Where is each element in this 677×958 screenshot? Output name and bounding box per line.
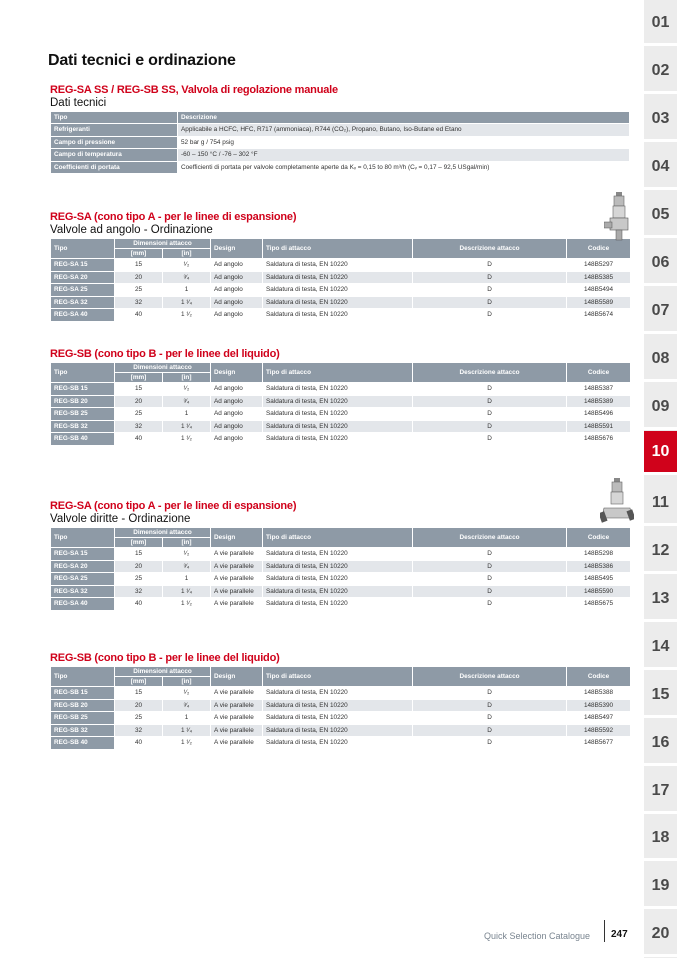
- cell-in: ³⁄₄: [163, 560, 211, 573]
- cell-descrizione: D: [413, 585, 567, 598]
- spec-section: [50, 83, 630, 174]
- cell-descrizione: D: [413, 737, 567, 750]
- cell-in: 1 ¹⁄₂: [163, 433, 211, 446]
- cell-codice: 148B5388: [567, 687, 631, 700]
- header-design: Design: [211, 239, 263, 259]
- cell-in: ¹⁄₂: [163, 548, 211, 561]
- table-row: [51, 433, 631, 446]
- table-row: [51, 687, 631, 700]
- tab-18[interactable]: 18: [644, 817, 677, 861]
- cell-codice: 148B5298: [567, 548, 631, 561]
- cell-design: Ad angolo: [211, 271, 263, 284]
- cell-tipo-attacco: Saldatura di testa, EN 10220: [263, 383, 413, 396]
- cell-descrizione: D: [413, 383, 567, 396]
- tab-19[interactable]: 19: [644, 865, 677, 909]
- order-table: [50, 527, 631, 611]
- header-design: Design: [211, 363, 263, 383]
- cell-mm: 15: [115, 383, 163, 396]
- cell-design: A vie parallele: [211, 687, 263, 700]
- cell-descrizione: D: [413, 271, 567, 284]
- page-number: 247: [611, 929, 628, 940]
- header-codice: Codice: [567, 667, 631, 687]
- tab-05[interactable]: 05: [644, 194, 677, 238]
- cell-in: ³⁄₄: [163, 699, 211, 712]
- header-mm: [mm]: [115, 538, 163, 548]
- cell-codice: 148B5297: [567, 259, 631, 272]
- cell-in: 1 ¹⁄₂: [163, 737, 211, 750]
- cell-design: Ad angolo: [211, 433, 263, 446]
- table-row: [51, 737, 631, 750]
- table-row: [51, 585, 631, 598]
- cell-tipo-attacco: Saldatura di testa, EN 10220: [263, 585, 413, 598]
- table-row: [51, 309, 631, 322]
- tab-10[interactable]: 10: [644, 431, 677, 475]
- cell-tipo: REG-SA 40: [51, 309, 115, 322]
- header-tipo: Tipo: [51, 528, 115, 548]
- spec-key: Coefficienti di portata: [51, 161, 178, 174]
- cell-tipo: REG-SA 20: [51, 560, 115, 573]
- cell-tipo: REG-SB 15: [51, 383, 115, 396]
- cell-descrizione: D: [413, 395, 567, 408]
- spec-key: Campo di temperatura: [51, 149, 178, 162]
- header-tipo-attacco: Tipo di attacco: [263, 528, 413, 548]
- header-dimensioni: Dimensioni attacco: [115, 363, 211, 373]
- header-in: [in]: [163, 249, 211, 259]
- cell-tipo: REG-SB 15: [51, 687, 115, 700]
- cell-design: A vie parallele: [211, 737, 263, 750]
- cell-tipo-attacco: Saldatura di testa, EN 10220: [263, 408, 413, 421]
- cell-tipo-attacco: Saldatura di testa, EN 10220: [263, 724, 413, 737]
- table-row: [51, 598, 631, 611]
- cell-tipo-attacco: Saldatura di testa, EN 10220: [263, 712, 413, 725]
- cell-in: ³⁄₄: [163, 395, 211, 408]
- cell-tipo: REG-SA 40: [51, 598, 115, 611]
- cell-in: 1 ¹⁄₄: [163, 585, 211, 598]
- cell-design: A vie parallele: [211, 699, 263, 712]
- cell-mm: 15: [115, 259, 163, 272]
- cell-in: 1: [163, 284, 211, 297]
- table-section-3: [50, 499, 630, 611]
- cell-design: A vie parallele: [211, 724, 263, 737]
- cell-codice: 148B5674: [567, 309, 631, 322]
- table-title: REG-SA (cono tipo A - per le linee di espansione): [50, 211, 297, 223]
- cell-tipo-attacco: Saldatura di testa, EN 10220: [263, 737, 413, 750]
- cell-codice: 148B5677: [567, 737, 631, 750]
- cell-descrizione: D: [413, 560, 567, 573]
- cell-tipo-attacco: Saldatura di testa, EN 10220: [263, 433, 413, 446]
- cell-codice: 148B5386: [567, 560, 631, 573]
- cell-descrizione: D: [413, 309, 567, 322]
- cell-tipo-attacco: Saldatura di testa, EN 10220: [263, 284, 413, 297]
- order-table: [50, 666, 631, 750]
- table-title: REG-SA (cono tipo A - per le linee di espansione): [50, 500, 297, 512]
- chapter-tabs: [644, 0, 677, 958]
- table-row: [51, 408, 631, 421]
- cell-descrizione: D: [413, 433, 567, 446]
- header-mm: [mm]: [115, 249, 163, 259]
- straight-valve-image: [600, 478, 634, 526]
- spec-key: Campo di pressione: [51, 136, 178, 149]
- cell-codice: 148B5592: [567, 724, 631, 737]
- cell-descrizione: D: [413, 598, 567, 611]
- cell-mm: 25: [115, 408, 163, 421]
- tab-04[interactable]: 04: [644, 146, 677, 190]
- cell-descrizione: D: [413, 573, 567, 586]
- cell-mm: 20: [115, 560, 163, 573]
- cell-in: 1 ¹⁄₄: [163, 724, 211, 737]
- header-dimensioni: Dimensioni attacco: [115, 528, 211, 538]
- cell-mm: 15: [115, 687, 163, 700]
- table-title: REG-SB (cono tipo B - per le linee del liquido): [50, 348, 280, 360]
- cell-in: 1 ¹⁄₄: [163, 420, 211, 433]
- cell-design: A vie parallele: [211, 560, 263, 573]
- table-row: [51, 284, 631, 297]
- cell-in: 1 ¹⁄₄: [163, 296, 211, 309]
- cell-design: A vie parallele: [211, 712, 263, 725]
- cell-tipo: REG-SA 25: [51, 573, 115, 586]
- header-tipo-attacco: Tipo di attacco: [263, 239, 413, 259]
- footer-separator: [604, 920, 605, 942]
- table-section-2: [50, 347, 630, 446]
- cell-mm: 40: [115, 598, 163, 611]
- cell-tipo-attacco: Saldatura di testa, EN 10220: [263, 598, 413, 611]
- spec-header-tipo: Tipo: [51, 112, 178, 124]
- spec-table: [50, 111, 630, 174]
- spec-value: 52 bar g / 754 psig: [178, 136, 630, 149]
- cell-tipo: REG-SA 20: [51, 271, 115, 284]
- cell-in: ¹⁄₂: [163, 687, 211, 700]
- table-title: REG-SB (cono tipo B - per le linee del liquido): [50, 652, 280, 664]
- cell-design: Ad angolo: [211, 309, 263, 322]
- spec-row: [51, 161, 630, 174]
- header-dimensioni: Dimensioni attacco: [115, 667, 211, 677]
- cell-codice: 148B5390: [567, 699, 631, 712]
- cell-design: A vie parallele: [211, 585, 263, 598]
- cell-design: Ad angolo: [211, 296, 263, 309]
- cell-tipo-attacco: Saldatura di testa, EN 10220: [263, 699, 413, 712]
- spec-row: [51, 149, 630, 162]
- tab-02[interactable]: 02: [644, 50, 677, 94]
- cell-tipo-attacco: Saldatura di testa, EN 10220: [263, 296, 413, 309]
- header-tipo-attacco: Tipo di attacco: [263, 667, 413, 687]
- header-in: [in]: [163, 538, 211, 548]
- cell-mm: 25: [115, 573, 163, 586]
- table-row: [51, 573, 631, 586]
- cell-tipo-attacco: Saldatura di testa, EN 10220: [263, 560, 413, 573]
- spec-value: -60 – 150 °C / -76 – 302 °F: [178, 149, 630, 162]
- cell-codice: 148B5494: [567, 284, 631, 297]
- cell-in: ¹⁄₂: [163, 259, 211, 272]
- cell-codice: 148B5590: [567, 585, 631, 598]
- cell-design: Ad angolo: [211, 395, 263, 408]
- tab-01[interactable]: 01: [644, 2, 677, 46]
- header-tipo: Tipo: [51, 239, 115, 259]
- cell-tipo: REG-SB 20: [51, 699, 115, 712]
- header-mm: [mm]: [115, 373, 163, 383]
- header-in: [in]: [163, 677, 211, 687]
- cell-mm: 32: [115, 296, 163, 309]
- cell-tipo-attacco: Saldatura di testa, EN 10220: [263, 420, 413, 433]
- cell-tipo-attacco: Saldatura di testa, EN 10220: [263, 548, 413, 561]
- table-row: [51, 383, 631, 396]
- cell-design: A vie parallele: [211, 548, 263, 561]
- cell-mm: 20: [115, 395, 163, 408]
- table-row: [51, 395, 631, 408]
- cell-tipo: REG-SA 25: [51, 284, 115, 297]
- table-row: [51, 712, 631, 725]
- cell-descrizione: D: [413, 420, 567, 433]
- cell-mm: 40: [115, 309, 163, 322]
- spec-key: Refrigeranti: [51, 124, 178, 137]
- cell-codice: 148B5387: [567, 383, 631, 396]
- tab-20[interactable]: 20: [644, 913, 677, 957]
- tab-09[interactable]: 09: [644, 386, 677, 430]
- table-row: [51, 548, 631, 561]
- cell-design: A vie parallele: [211, 573, 263, 586]
- cell-mm: 32: [115, 585, 163, 598]
- cell-codice: 148B5495: [567, 573, 631, 586]
- table-row: [51, 699, 631, 712]
- cell-tipo: REG-SB 25: [51, 712, 115, 725]
- table-section-1: [50, 210, 630, 322]
- spec-row: [51, 136, 630, 149]
- tab-12[interactable]: 12: [644, 530, 677, 574]
- header-design: Design: [211, 528, 263, 548]
- cell-design: Ad angolo: [211, 383, 263, 396]
- cell-descrizione: D: [413, 259, 567, 272]
- cell-in: 1: [163, 573, 211, 586]
- cell-codice: 148B5385: [567, 271, 631, 284]
- header-descrizione: Descrizione attacco: [413, 667, 567, 687]
- cell-design: Ad angolo: [211, 408, 263, 421]
- cell-tipo: REG-SB 40: [51, 737, 115, 750]
- cell-mm: 25: [115, 284, 163, 297]
- cell-design: Ad angolo: [211, 284, 263, 297]
- header-descrizione: Descrizione attacco: [413, 239, 567, 259]
- header-tipo-attacco: Tipo di attacco: [263, 363, 413, 383]
- tab-13[interactable]: 13: [644, 578, 677, 622]
- header-design: Design: [211, 667, 263, 687]
- table-row: [51, 420, 631, 433]
- header-dimensioni: Dimensioni attacco: [115, 239, 211, 249]
- table-row: [51, 296, 631, 309]
- header-tipo: Tipo: [51, 667, 115, 687]
- cell-in: 1: [163, 712, 211, 725]
- header-in: [in]: [163, 373, 211, 383]
- cell-mm: 40: [115, 737, 163, 750]
- cell-descrizione: D: [413, 284, 567, 297]
- cell-tipo: REG-SA 32: [51, 585, 115, 598]
- cell-mm: 32: [115, 420, 163, 433]
- cell-mm: 20: [115, 271, 163, 284]
- order-table: [50, 362, 631, 446]
- cell-codice: 148B5591: [567, 420, 631, 433]
- cell-design: A vie parallele: [211, 598, 263, 611]
- table-row: [51, 560, 631, 573]
- header-descrizione: Descrizione attacco: [413, 528, 567, 548]
- cell-descrizione: D: [413, 712, 567, 725]
- cell-in: 1 ¹⁄₂: [163, 598, 211, 611]
- cell-codice: 148B5675: [567, 598, 631, 611]
- tab-14[interactable]: 14: [644, 626, 677, 670]
- cell-descrizione: D: [413, 408, 567, 421]
- cell-descrizione: D: [413, 724, 567, 737]
- tab-07[interactable]: 07: [644, 290, 677, 334]
- angle-valve-image: [604, 192, 634, 242]
- cell-mm: 20: [115, 699, 163, 712]
- order-table: [50, 238, 631, 322]
- cell-tipo-attacco: Saldatura di testa, EN 10220: [263, 395, 413, 408]
- header-tipo: Tipo: [51, 363, 115, 383]
- cell-codice: 148B5497: [567, 712, 631, 725]
- cell-codice: 148B5496: [567, 408, 631, 421]
- cell-codice: 148B5389: [567, 395, 631, 408]
- spec-value: Applicabile a HCFC, HFC, R717 (ammoniaca), R744 (CO₂), Propano, Butano, Iso-Butane ed Etano: [178, 124, 630, 137]
- cell-mm: 25: [115, 712, 163, 725]
- cell-tipo: REG-SA 32: [51, 296, 115, 309]
- spec-header-descrizione: Descrizione: [178, 112, 630, 124]
- spec-title: REG-SA SS / REG-SB SS, Valvola di regolazione manuale: [50, 84, 338, 96]
- cell-mm: 32: [115, 724, 163, 737]
- cell-in: 1 ¹⁄₂: [163, 309, 211, 322]
- cell-codice: 148B5676: [567, 433, 631, 446]
- tab-08[interactable]: 08: [644, 338, 677, 382]
- cell-mm: 15: [115, 548, 163, 561]
- tab-17[interactable]: 17: [644, 770, 677, 814]
- tab-16[interactable]: 16: [644, 722, 677, 766]
- spec-row: [51, 124, 630, 137]
- header-mm: [mm]: [115, 677, 163, 687]
- cell-tipo: REG-SB 25: [51, 408, 115, 421]
- cell-descrizione: D: [413, 296, 567, 309]
- table-section-4: [50, 651, 630, 750]
- cell-in: ³⁄₄: [163, 271, 211, 284]
- table-row: [51, 259, 631, 272]
- header-descrizione: Descrizione attacco: [413, 363, 567, 383]
- cell-in: ¹⁄₂: [163, 383, 211, 396]
- cell-tipo: REG-SB 40: [51, 433, 115, 446]
- cell-design: Ad angolo: [211, 420, 263, 433]
- cell-descrizione: D: [413, 548, 567, 561]
- header-codice: Codice: [567, 528, 631, 548]
- cell-design: Ad angolo: [211, 259, 263, 272]
- table-row: [51, 271, 631, 284]
- spec-value: Coefficienti di portata per valvole completamente aperte da Kᵥ = 0,15 to 80 m³/h (Cᵥ = 0,17 – 92,5 USgal/min): [178, 161, 630, 174]
- cell-tipo: REG-SB 20: [51, 395, 115, 408]
- cell-tipo-attacco: Saldatura di testa, EN 10220: [263, 259, 413, 272]
- page-title: Dati tecnici e ordinazione: [48, 52, 236, 69]
- cell-tipo-attacco: Saldatura di testa, EN 10220: [263, 309, 413, 322]
- tab-11[interactable]: 11: [644, 482, 677, 526]
- cell-codice: 148B5589: [567, 296, 631, 309]
- table-row: [51, 724, 631, 737]
- footer-catalogue-label: Quick Selection Catalogue: [484, 931, 591, 941]
- cell-tipo-attacco: Saldatura di testa, EN 10220: [263, 687, 413, 700]
- header-codice: Codice: [567, 363, 631, 383]
- tab-06[interactable]: 06: [644, 242, 677, 286]
- cell-mm: 40: [115, 433, 163, 446]
- cell-descrizione: D: [413, 699, 567, 712]
- header-codice: Codice: [567, 239, 631, 259]
- table-subtitle: Valvole diritte - Ordinazione: [50, 513, 191, 525]
- tab-15[interactable]: 15: [644, 674, 677, 718]
- spec-subtitle: Dati tecnici: [50, 97, 107, 109]
- cell-tipo-attacco: Saldatura di testa, EN 10220: [263, 271, 413, 284]
- tab-03[interactable]: 03: [644, 98, 677, 142]
- table-subtitle: Valvole ad angolo - Ordinazione: [50, 224, 213, 236]
- cell-tipo: REG-SA 15: [51, 548, 115, 561]
- cell-descrizione: D: [413, 687, 567, 700]
- cell-in: 1: [163, 408, 211, 421]
- cell-tipo: REG-SB 32: [51, 420, 115, 433]
- cell-tipo-attacco: Saldatura di testa, EN 10220: [263, 573, 413, 586]
- cell-tipo: REG-SB 32: [51, 724, 115, 737]
- cell-tipo: REG-SA 15: [51, 259, 115, 272]
